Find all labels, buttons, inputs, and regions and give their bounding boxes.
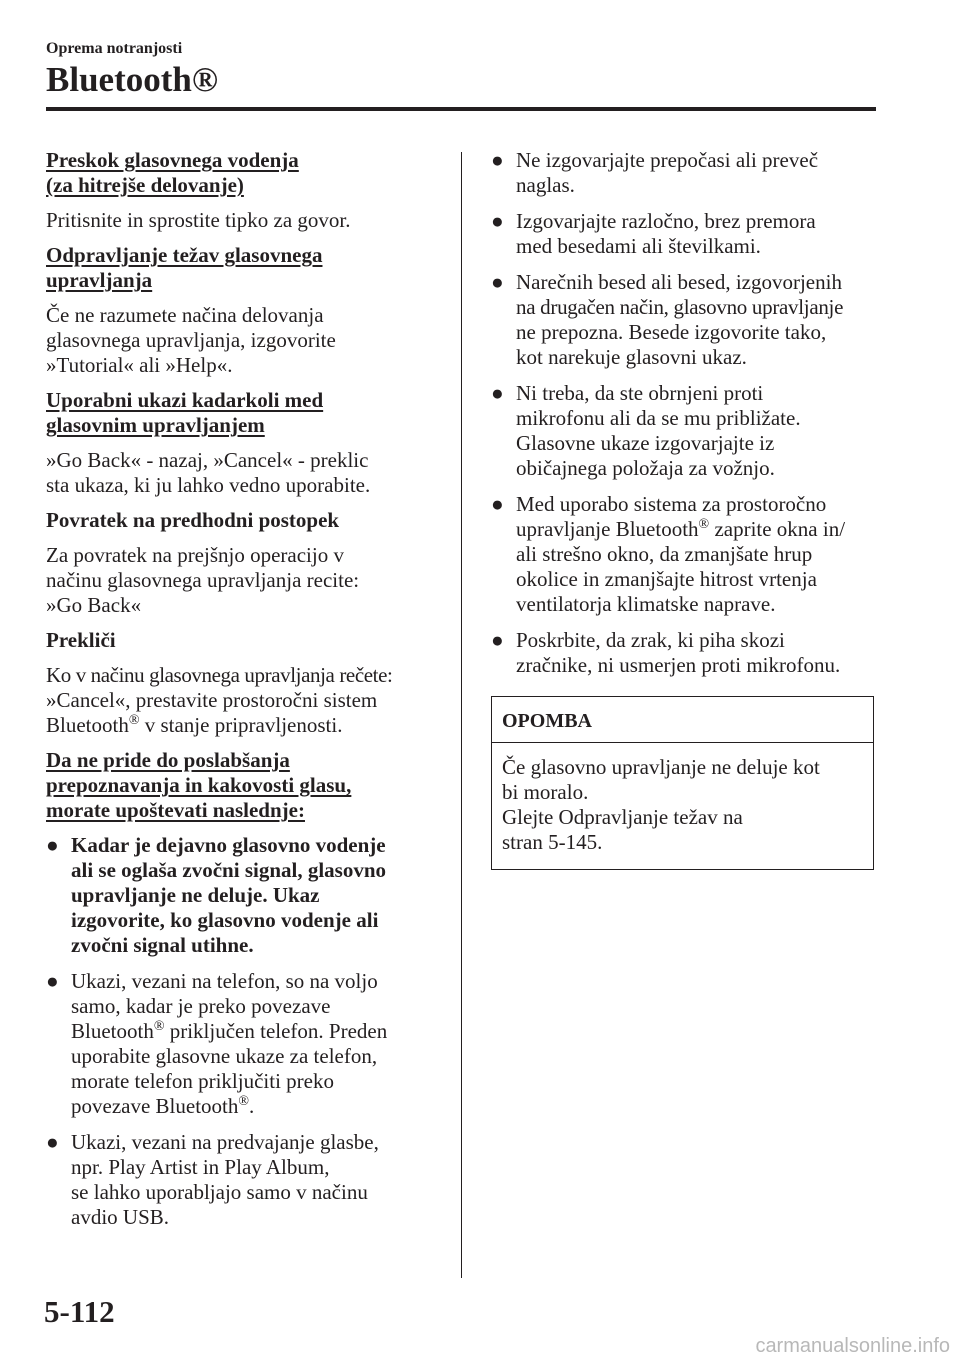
bullet-icon: ● [46, 1130, 59, 1154]
bullet-icon: ● [491, 270, 504, 294]
page-number: 5-112 [44, 1294, 115, 1329]
paragraph-troubleshooting: Če ne razumete načina delovanja glasovnega upravljanja, izgovorite »Tutorial« ali »Help«. [46, 303, 336, 377]
bullet-icon: ● [46, 833, 59, 857]
heading-recognition-quality: Da ne pride do poslabšanja prepoznavanja in kakovosti glasu, morate upoštevati naslednje: [46, 748, 352, 822]
list-item: ● Ni treba, da ste obrnjeni proti mikrofonu ali da se mu približate. Glasovne ukaze izgovarjajte iz običajnega položaja za vožnjo. [491, 381, 801, 480]
bullet-icon: ● [491, 381, 504, 405]
note-title: OPOMBA [492, 697, 873, 743]
heading-cancel: Prekliči [46, 628, 116, 652]
heading-skip-voice-guidance: Preskok glasovnega vodenja (za hitrejše delovanje) [46, 148, 299, 197]
list-item: ● Ukazi, vezani na predvajanje glasbe, npr. Play Artist in Play Album, se lahko uporabljajo samo v načinu avdio USB. [46, 1130, 379, 1229]
bullet-list-right [491, 148, 881, 678]
heading-troubleshooting: Odpravljanje težav glasovnega upravljanja [46, 243, 323, 292]
list-item: ● Narečnih besed ali besed, izgovorjenih na drugačen način, glasovno upravljanje ne prepozna. Besede izgovorite tako, kot narekuje glasovni ukaz. [491, 270, 844, 369]
left-column [46, 148, 446, 1241]
bullet-icon: ● [491, 492, 504, 516]
column-divider [461, 152, 462, 1278]
paragraph-cancel: Ko v načinu glasovnega upravljanja rečete: »Cancel«, prestavite prostoročni sistem Bluetooth® v stanje pripravljenosti. [46, 663, 393, 737]
bullet-icon: ● [491, 148, 504, 172]
header-rule [46, 107, 876, 111]
heading-useful-commands: Uporabni ukazi kadarkoli med glasovnim upravljanjem [46, 388, 324, 437]
list-item: ● Poskrbite, da zrak, ki piha skozi zračnike, ni usmerjen proti mikrofonu. [491, 628, 841, 677]
note-body: Če glasovno upravljanje ne deluje kot bi moralo. Glejte Odpravljanje težav na stran 5-145. [502, 755, 820, 854]
right-column [491, 148, 881, 870]
bullet-list-left [46, 833, 446, 1230]
list-item: ● Ne izgovarjajte prepočasi ali preveč naglas. [491, 148, 819, 197]
paragraph-useful-commands: »Go Back« - nazaj, »Cancel« - preklic sta ukaza, ki ju lahko vedno uporabite. [46, 448, 371, 497]
bullet-icon: ● [46, 969, 59, 993]
note-box [491, 696, 874, 870]
list-item: ● Med uporabo sistema za prostoročno upravljanje Bluetooth® zaprite okna in/ ali strešno okno, da zmanjšate hrup okolice in zmanjšajte hitrost vrtenja ventilatorja klimatske naprave. [491, 492, 846, 616]
section-label: Oprema notranjosti [46, 40, 183, 57]
paragraph-go-back: Za povratek na prejšnjo operacijo v načinu glasovnega upravljanja recite: »Go Back« [46, 543, 360, 617]
list-item: ● Ukazi, vezani na telefon, so na voljo samo, kadar je preko povezave Bluetooth® priključen telefon. Preden uporabite glasovne ukaze za telefon, morate telefon priključiti preko povezave Bluetooth®. [46, 969, 388, 1118]
list-item: ● Kadar je dejavno glasovno vodenje ali se oglaša zvočni signal, glasovno upravljanje ne deluje. Ukaz izgovorite, ko glasovno vodenje ali zvočni signal utihne. [46, 833, 387, 957]
watermark: carmanualsonline.info [755, 1335, 950, 1357]
heading-go-back: Povratek na predhodni postopek [46, 508, 340, 532]
paragraph-skip: Pritisnite in sprostite tipko za govor. [46, 208, 351, 232]
bullet-icon: ● [491, 209, 504, 233]
bullet-icon: ● [491, 628, 504, 652]
chapter-title: Bluetooth® [46, 60, 218, 99]
list-item: ● Izgovarjajte razločno, brez premora med besedami ali številkami. [491, 209, 816, 258]
